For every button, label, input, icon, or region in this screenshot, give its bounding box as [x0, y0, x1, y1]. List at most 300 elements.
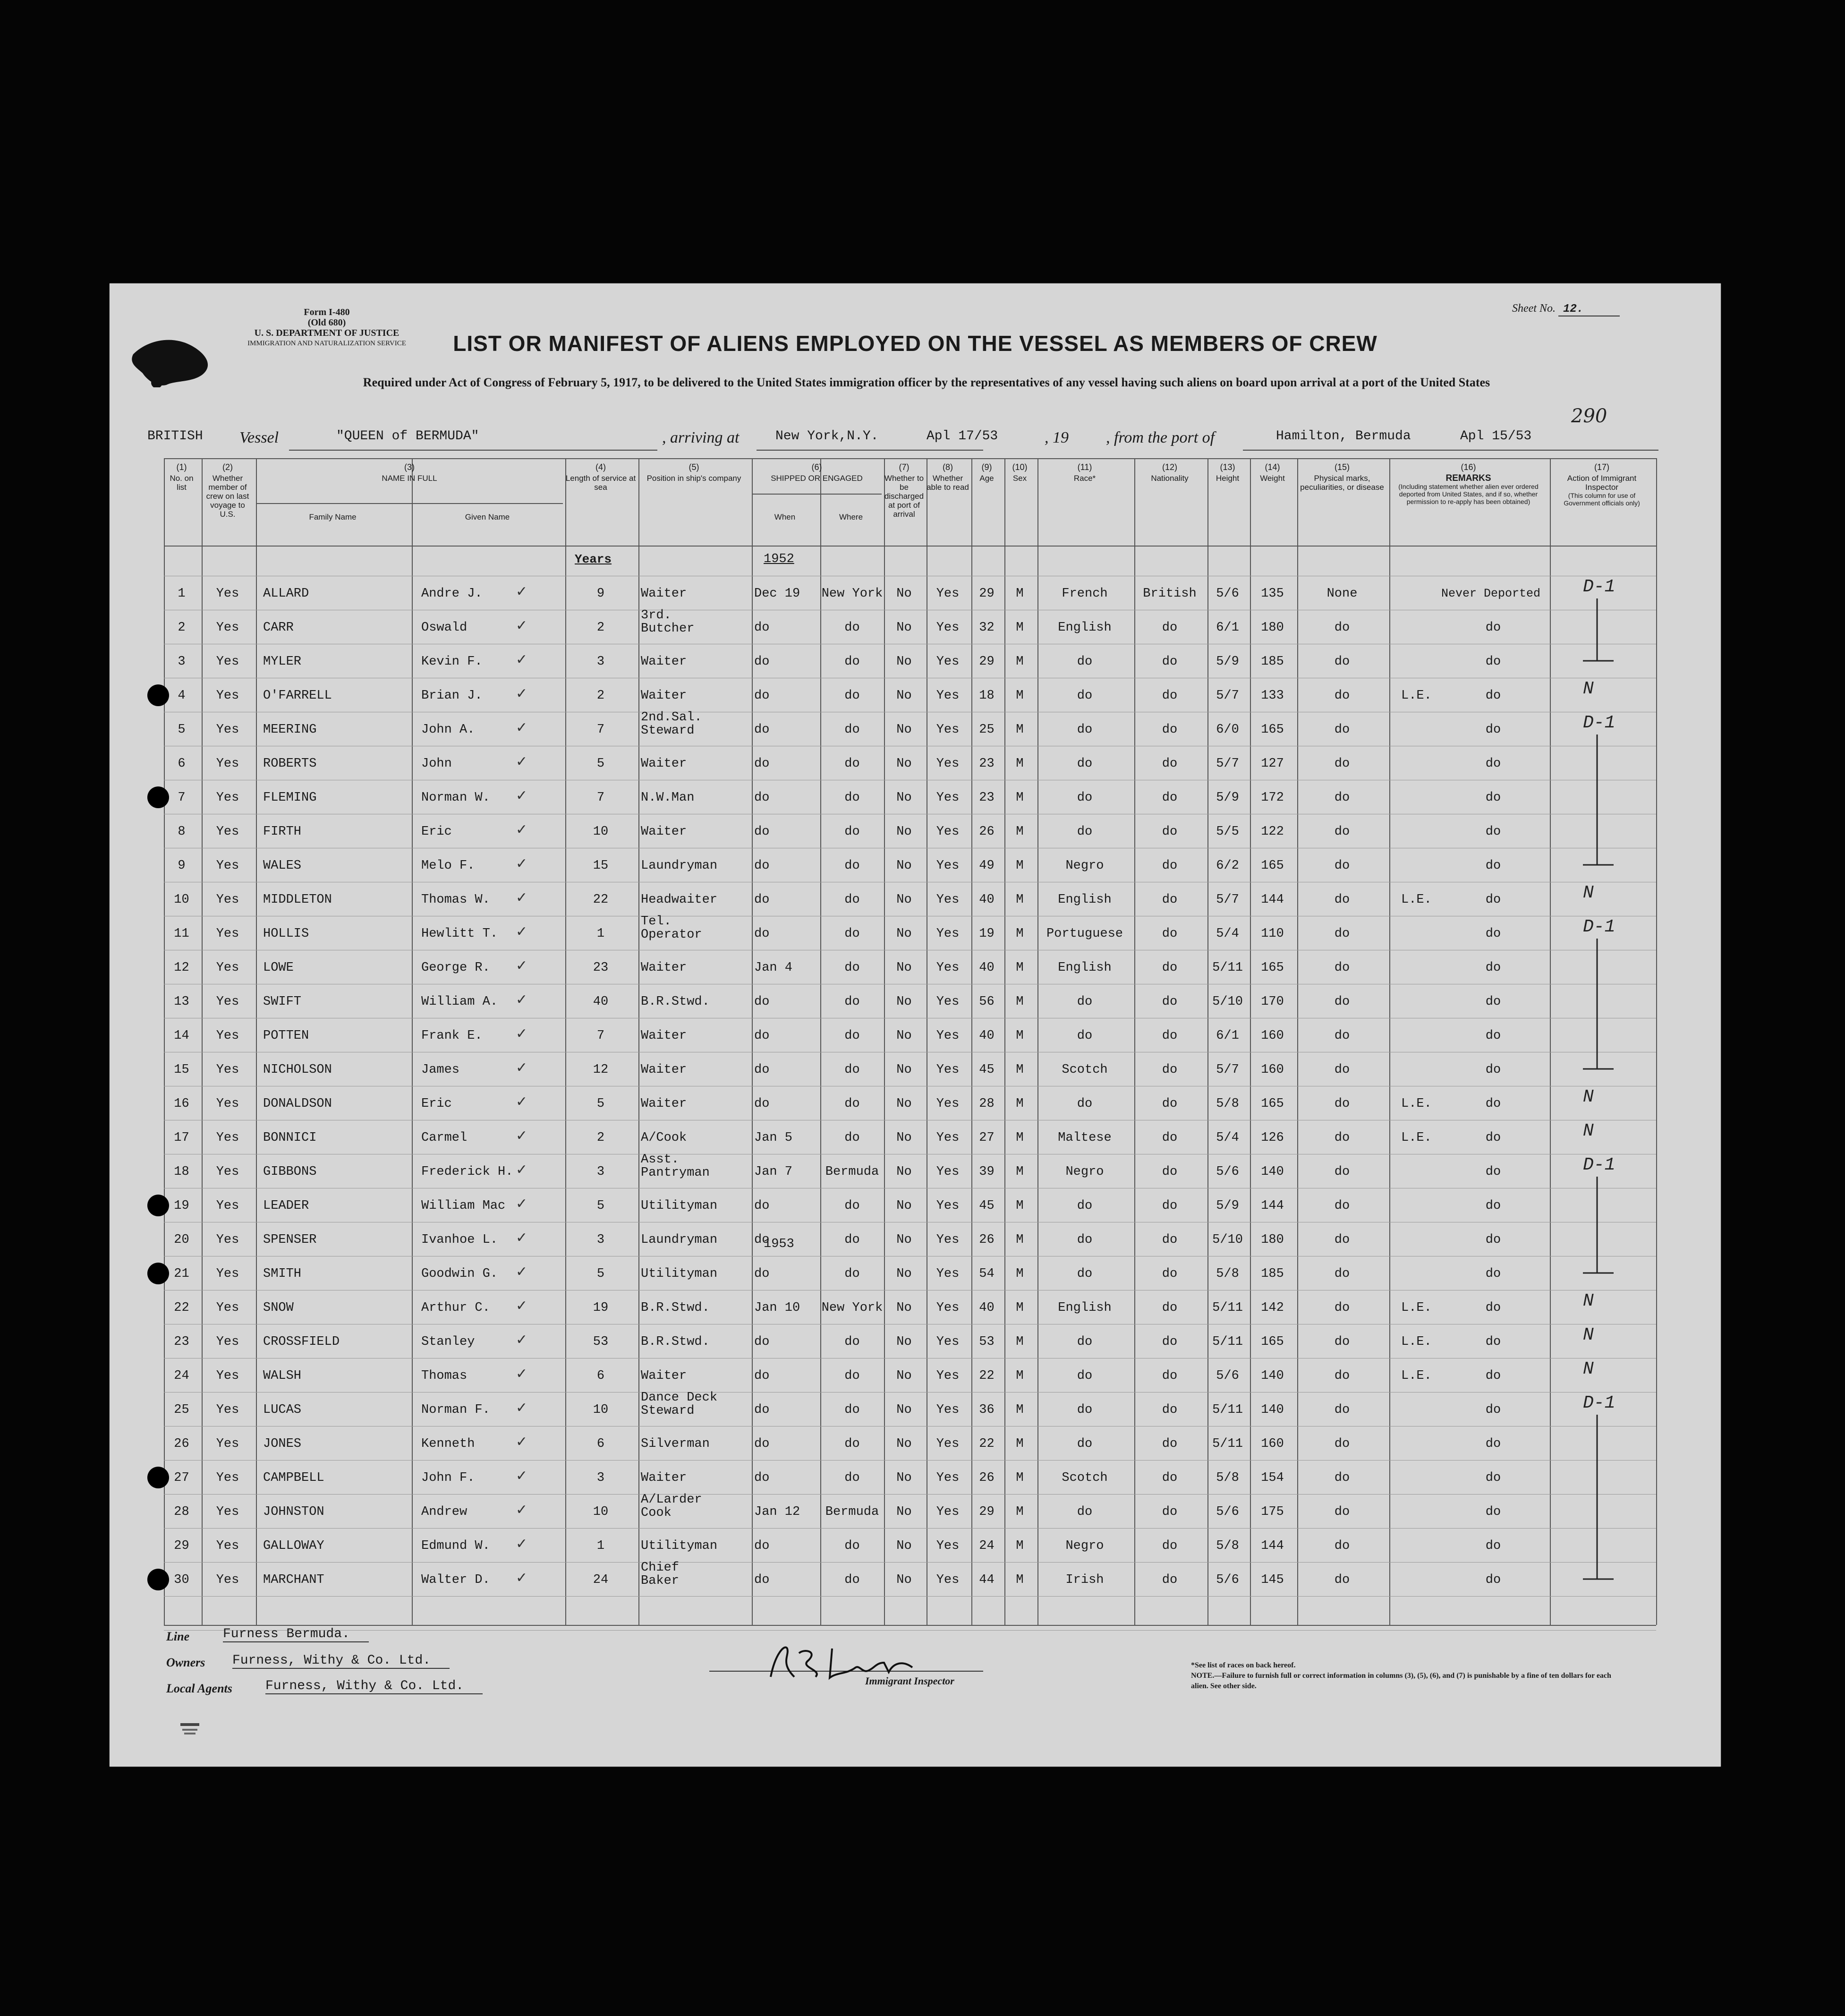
family-name: GIBBONS	[263, 1165, 317, 1179]
service-length: 10	[593, 825, 609, 839]
row-number: 24	[174, 1369, 189, 1383]
shipped-when: do	[754, 689, 770, 703]
weight: 165	[1261, 859, 1284, 873]
shipped-when: do	[754, 927, 770, 941]
family-name: SPENSER	[263, 1233, 317, 1247]
age: 40	[979, 893, 995, 907]
position	[641, 1493, 702, 1520]
able-to-read: Yes	[936, 1539, 960, 1553]
height: 5/4	[1216, 1131, 1239, 1145]
physical-marks: do	[1334, 1301, 1350, 1315]
position-line-2: Butcher	[641, 622, 695, 636]
given-name: Eric	[421, 825, 452, 839]
last-voyage: Yes	[216, 927, 239, 941]
inspector-action: D-1	[1583, 713, 1615, 733]
height: 5/8	[1216, 1097, 1239, 1111]
discharged: No	[896, 1369, 912, 1383]
family-name: LEADER	[263, 1199, 309, 1213]
last-voyage: Yes	[216, 1063, 239, 1077]
header-given-name: Given Name	[465, 513, 510, 521]
height: 6/0	[1216, 723, 1239, 737]
given-name: Goodwin G.	[421, 1267, 498, 1281]
height: 5/6	[1216, 1165, 1239, 1179]
given-name: Arthur C.	[421, 1301, 490, 1315]
service-length: 1	[596, 1539, 605, 1553]
punch-hole	[147, 1569, 169, 1590]
header-col-7: (7) Whether to be discharged at port of arrival	[884, 462, 924, 519]
remarks: do	[1485, 1301, 1501, 1315]
shipped-where: do	[844, 1335, 860, 1349]
service-length: 2	[596, 1131, 605, 1145]
weight: 172	[1261, 791, 1284, 805]
remarks: do	[1485, 757, 1501, 771]
position: N.W.Man	[641, 791, 695, 805]
check-mark-icon: ✓	[516, 685, 528, 702]
nationality: do	[1162, 655, 1178, 669]
family-name: MYLER	[263, 655, 302, 669]
service-length: 6	[596, 1369, 605, 1383]
discharged: No	[896, 621, 912, 635]
family-name: MARCHANT	[263, 1573, 324, 1587]
weight: 144	[1261, 893, 1284, 907]
age: 23	[979, 757, 995, 771]
physical-marks: do	[1334, 1471, 1350, 1485]
last-voyage: Yes	[216, 1505, 239, 1519]
family-name: HOLLIS	[263, 927, 309, 941]
age: 45	[979, 1199, 995, 1213]
family-name: MEERING	[263, 723, 317, 737]
discharged: No	[896, 1097, 912, 1111]
family-name: JOHNSTON	[263, 1505, 324, 1519]
arriving-label: , arriving at	[662, 429, 740, 446]
shipped-when: do	[754, 825, 770, 839]
last-voyage: Yes	[216, 1097, 239, 1111]
height: 5/7	[1216, 893, 1239, 907]
age: 36	[979, 1403, 995, 1417]
height: 5/6	[1216, 1369, 1239, 1383]
punch-hole	[147, 684, 169, 706]
able-to-read: Yes	[936, 1573, 960, 1587]
able-to-read: Yes	[936, 893, 960, 907]
race: Portuguese	[1046, 927, 1123, 941]
race: do	[1077, 1097, 1093, 1111]
height: 5/4	[1216, 927, 1239, 941]
physical-marks: None	[1326, 587, 1358, 601]
last-voyage: Yes	[216, 723, 239, 737]
shipped-where: do	[844, 655, 860, 669]
from-port-label: , from the port of	[1106, 429, 1215, 446]
position-line-1: Tel.	[641, 914, 672, 929]
age: 24	[979, 1539, 995, 1553]
physical-marks: do	[1334, 1403, 1350, 1417]
remarks: do	[1485, 927, 1501, 941]
years-label: Years	[575, 552, 612, 566]
last-voyage: Yes	[216, 1301, 239, 1315]
given-name: Edmund W.	[421, 1539, 490, 1553]
given-name: Kevin F.	[421, 655, 483, 669]
height: 6/2	[1216, 859, 1239, 873]
shipped-when: Dec 19	[754, 587, 800, 601]
race: do	[1077, 1403, 1093, 1417]
position-line-1: Dance Deck	[641, 1391, 718, 1405]
family-name: CARR	[263, 621, 294, 635]
discharged: No	[896, 791, 912, 805]
row-number: 17	[174, 1131, 189, 1145]
family-name: DONALDSON	[263, 1097, 332, 1111]
sex: M	[1016, 689, 1024, 703]
check-mark-icon: ✓	[516, 923, 528, 940]
given-name: Andrew	[421, 1505, 468, 1519]
check-mark-icon: ✓	[516, 957, 528, 974]
inspector-action: D-1	[1583, 577, 1615, 597]
service-name: IMMIGRATION AND NATURALIZATION SERVICE	[247, 340, 406, 347]
race: do	[1077, 723, 1093, 737]
position	[641, 915, 702, 941]
inspector-action: N	[1583, 1325, 1594, 1345]
race: Scotch	[1062, 1063, 1108, 1077]
position	[641, 1153, 710, 1179]
sex: M	[1016, 1165, 1024, 1179]
check-mark-icon: ✓	[516, 821, 528, 838]
check-mark-icon: ✓	[516, 1332, 528, 1348]
position: Utilityman	[641, 1267, 718, 1281]
service-length: 3	[596, 1165, 605, 1179]
service-length: 1	[596, 927, 605, 941]
shipped-when: do	[754, 1199, 770, 1213]
note-penalty: NOTE.—Failure to furnish full or correct information in columns (3), (5), (6), and (7) is punishable by a fine of ten dollars for each alien. See other side.	[1191, 1672, 1611, 1690]
sex: M	[1016, 1063, 1024, 1077]
remarks: do	[1485, 1539, 1501, 1553]
physical-marks: do	[1334, 723, 1350, 737]
race: do	[1077, 655, 1093, 669]
physical-marks: do	[1334, 1267, 1350, 1281]
row-number: 19	[174, 1199, 189, 1213]
sheet-number	[1512, 302, 1620, 316]
nationality: do	[1162, 1573, 1178, 1587]
row-number: 28	[174, 1505, 189, 1519]
given-name: Stanley	[421, 1335, 475, 1349]
shipped-where: do	[844, 859, 860, 873]
able-to-read: Yes	[936, 1505, 960, 1519]
able-to-read: Yes	[936, 1233, 960, 1247]
nationality: do	[1162, 791, 1178, 805]
given-name: Norman W.	[421, 791, 490, 805]
physical-marks: do	[1334, 1335, 1350, 1349]
sex: M	[1016, 1267, 1024, 1281]
race: Negro	[1065, 859, 1104, 873]
row-number: 4	[178, 689, 186, 703]
position: Waiter	[641, 1029, 687, 1043]
last-voyage: Yes	[216, 1165, 239, 1179]
weight: 185	[1261, 655, 1284, 669]
physical-marks: do	[1334, 1063, 1350, 1077]
given-name: Thomas	[421, 1369, 468, 1383]
position-line-2: Steward	[641, 1404, 695, 1418]
sex: M	[1016, 1539, 1024, 1553]
height: 5/11	[1212, 1437, 1243, 1451]
row-number: 9	[178, 859, 186, 873]
physical-marks: do	[1334, 1165, 1350, 1179]
shipped-where: do	[844, 1199, 860, 1213]
remarks: do	[1485, 1199, 1501, 1213]
shipped-when: do	[754, 1539, 770, 1553]
service-length: 7	[596, 723, 605, 737]
position-line-1: 3rd.	[641, 608, 672, 623]
shipped-when: do	[754, 1573, 770, 1587]
sex: M	[1016, 1029, 1024, 1043]
inspector-action: N	[1583, 1359, 1594, 1379]
department-name: U. S. DEPARTMENT OF JUSTICE	[254, 328, 400, 338]
age: 32	[979, 621, 995, 635]
remarks: do	[1485, 1165, 1501, 1179]
height: 5/8	[1216, 1471, 1239, 1485]
check-mark-icon: ✓	[516, 1298, 528, 1314]
sex: M	[1016, 1233, 1024, 1247]
position-line-1: Chief	[641, 1561, 680, 1575]
inspector-action: N	[1583, 1087, 1594, 1107]
position: Silverman	[641, 1437, 710, 1451]
shipped-where: do	[844, 1029, 860, 1043]
check-mark-icon: ✓	[516, 1196, 528, 1212]
age: 40	[979, 1301, 995, 1315]
height: 5/9	[1216, 655, 1239, 669]
able-to-read: Yes	[936, 1097, 960, 1111]
remarks: do	[1485, 1097, 1501, 1111]
able-to-read: Yes	[936, 689, 960, 703]
remarks: do	[1485, 1131, 1501, 1145]
nationality: do	[1162, 1063, 1178, 1077]
check-mark-icon: ✓	[516, 583, 528, 600]
shipped-when: do	[754, 1097, 770, 1111]
le-remark: L.E.	[1401, 689, 1432, 703]
sex: M	[1016, 621, 1024, 635]
height: 5/7	[1216, 689, 1239, 703]
discharged: No	[896, 723, 912, 737]
nationality: do	[1162, 1131, 1178, 1145]
position: Waiter	[641, 1369, 687, 1383]
weight: 144	[1261, 1539, 1284, 1553]
shipped-where: do	[844, 1233, 860, 1247]
nationality: do	[1162, 1233, 1178, 1247]
position: Waiter	[641, 1471, 687, 1485]
discharged: No	[896, 1063, 912, 1077]
inspector-signature	[705, 1634, 988, 1696]
weight: 122	[1261, 825, 1284, 839]
discharged: No	[896, 1539, 912, 1553]
able-to-read: Yes	[936, 1029, 960, 1043]
race: do	[1077, 1437, 1093, 1451]
race: English	[1058, 893, 1112, 907]
weight: 165	[1261, 1335, 1284, 1349]
shipped-when: do	[754, 723, 770, 737]
sex: M	[1016, 1403, 1024, 1417]
remarks: do	[1485, 791, 1501, 805]
le-remark: L.E.	[1401, 1097, 1432, 1111]
last-voyage: Yes	[216, 893, 239, 907]
row-number: 8	[178, 825, 186, 839]
shipped-when: do	[754, 995, 770, 1009]
shipped-where: do	[844, 689, 860, 703]
check-mark-icon: ✓	[516, 1400, 528, 1416]
service-length: 9	[596, 587, 605, 601]
last-voyage: Yes	[216, 1539, 239, 1553]
vessel-flag: BRITISH	[147, 429, 203, 444]
race: do	[1077, 689, 1093, 703]
age: 29	[979, 587, 995, 601]
sex: M	[1016, 927, 1024, 941]
shipped-when: do	[754, 859, 770, 873]
height: 5/7	[1216, 1063, 1239, 1077]
last-voyage: Yes	[216, 1029, 239, 1043]
race: Maltese	[1058, 1131, 1112, 1145]
check-mark-icon: ✓	[516, 1128, 528, 1144]
weight: 160	[1261, 1029, 1284, 1043]
family-name: POTTEN	[263, 1029, 309, 1043]
discharged: No	[896, 1233, 912, 1247]
given-name: John F.	[421, 1471, 475, 1485]
family-name: CAMPBELL	[263, 1471, 324, 1485]
discharged: No	[896, 1437, 912, 1451]
race: do	[1077, 1335, 1093, 1349]
sex: M	[1016, 1505, 1024, 1519]
weight: 135	[1261, 587, 1284, 601]
family-name: LUCAS	[263, 1403, 302, 1417]
position: Headwaiter	[641, 893, 718, 907]
age: 25	[979, 723, 995, 737]
year-label: , 19	[1045, 429, 1069, 446]
race: do	[1077, 757, 1093, 771]
check-mark-icon: ✓	[516, 617, 528, 634]
nationality: do	[1162, 1403, 1178, 1417]
row-number: 7	[178, 791, 186, 805]
height: 6/1	[1216, 1029, 1239, 1043]
given-name: George R.	[421, 961, 490, 975]
given-name: Walter D.	[421, 1573, 490, 1587]
row-number: 3	[178, 655, 186, 669]
local-agents-label: Local Agents	[166, 1682, 232, 1695]
remarks: do	[1485, 1029, 1501, 1043]
last-voyage: Yes	[216, 1267, 239, 1281]
nationality: do	[1162, 757, 1178, 771]
punch-hole	[147, 786, 169, 808]
weight: 154	[1261, 1471, 1284, 1485]
able-to-read: Yes	[936, 961, 960, 975]
given-name: Eric	[421, 1097, 452, 1111]
discharged: No	[896, 1505, 912, 1519]
able-to-read: Yes	[936, 621, 960, 635]
service-length: 19	[593, 1301, 609, 1315]
position: Waiter	[641, 689, 687, 703]
race: Irish	[1065, 1573, 1104, 1587]
last-voyage: Yes	[216, 689, 239, 703]
given-name: Ivanhoe L.	[421, 1233, 498, 1247]
last-voyage: Yes	[216, 1403, 239, 1417]
race: Negro	[1065, 1539, 1104, 1553]
age: 39	[979, 1165, 995, 1179]
nationality: do	[1162, 1199, 1178, 1213]
physical-marks: do	[1334, 1369, 1350, 1383]
page-title: LIST OR MANIFEST OF ALIENS EMPLOYED ON THE VESSEL AS MEMBERS OF CREW	[453, 331, 1377, 356]
remarks: do	[1485, 1267, 1501, 1281]
check-mark-icon: ✓	[516, 1264, 528, 1280]
nationality: do	[1162, 1029, 1178, 1043]
nationality: do	[1162, 859, 1178, 873]
discharged: No	[896, 1335, 912, 1349]
local-agents-value: Furness, Withy & Co. Ltd.	[265, 1679, 483, 1694]
weight: 126	[1261, 1131, 1284, 1145]
physical-marks: do	[1334, 1199, 1350, 1213]
physical-marks: do	[1334, 757, 1350, 771]
height: 5/10	[1212, 995, 1243, 1009]
height: 5/11	[1212, 1301, 1243, 1315]
header-col-16: (16) REMARKS (Including statement whether alien ever ordered deported from United States, and if so, whether permission to re-apply has been obtained)	[1398, 462, 1539, 505]
sex: M	[1016, 655, 1024, 669]
form-old-number: (Old 680)	[307, 317, 346, 328]
weight: 180	[1261, 621, 1284, 635]
physical-marks: do	[1334, 1097, 1350, 1111]
physical-marks: do	[1334, 1573, 1350, 1587]
form-number: Form I-480	[304, 307, 350, 317]
check-mark-icon: ✓	[516, 719, 528, 736]
given-name: Oswald	[421, 621, 468, 635]
sex: M	[1016, 1437, 1024, 1451]
position: B.R.Stwd.	[641, 995, 710, 1009]
height: 5/8	[1216, 1267, 1239, 1281]
row-number: 1	[178, 587, 186, 601]
weight: 140	[1261, 1165, 1284, 1179]
inspector-label: Immigrant Inspector	[865, 1675, 954, 1687]
physical-marks: do	[1334, 961, 1350, 975]
shipped-when: do	[754, 621, 770, 635]
discharged: No	[896, 1165, 912, 1179]
discharged: No	[896, 1131, 912, 1145]
check-mark-icon: ✓	[516, 1434, 528, 1450]
position: A/Cook	[641, 1131, 687, 1145]
inspector-action: N	[1583, 1291, 1594, 1311]
physical-marks: do	[1334, 825, 1350, 839]
row-number: 10	[174, 893, 189, 907]
family-name: NICHOLSON	[263, 1063, 332, 1077]
shipped-where: do	[844, 893, 860, 907]
check-mark-icon: ✓	[516, 1570, 528, 1586]
physical-marks: do	[1334, 791, 1350, 805]
shipped-where: do	[844, 927, 860, 941]
discharged: No	[896, 1573, 912, 1587]
remarks: do	[1485, 1505, 1501, 1519]
discharged: No	[896, 1267, 912, 1281]
header-col-1: (1) No. on list	[170, 462, 194, 492]
header-shipped-when: When	[774, 513, 796, 521]
age: 27	[979, 1131, 995, 1145]
shipped-when: do	[754, 1335, 770, 1349]
physical-marks: do	[1334, 893, 1350, 907]
position: Waiter	[641, 825, 687, 839]
row-number: 11	[174, 927, 189, 941]
shipped-where: do	[844, 1369, 860, 1383]
position: Waiter	[641, 587, 687, 601]
age: 26	[979, 1471, 995, 1485]
given-name: Brian J.	[421, 689, 483, 703]
crew-table	[164, 458, 1656, 1625]
remarks: do	[1485, 1369, 1501, 1383]
check-mark-icon: ✓	[516, 1366, 528, 1382]
header-col-8: (8) Whether able to read	[927, 462, 969, 492]
able-to-read: Yes	[936, 1369, 960, 1383]
height: 5/11	[1212, 1403, 1243, 1417]
physical-marks: do	[1334, 1131, 1350, 1145]
height: 5/9	[1216, 1199, 1239, 1213]
remarks: do	[1485, 1335, 1501, 1349]
